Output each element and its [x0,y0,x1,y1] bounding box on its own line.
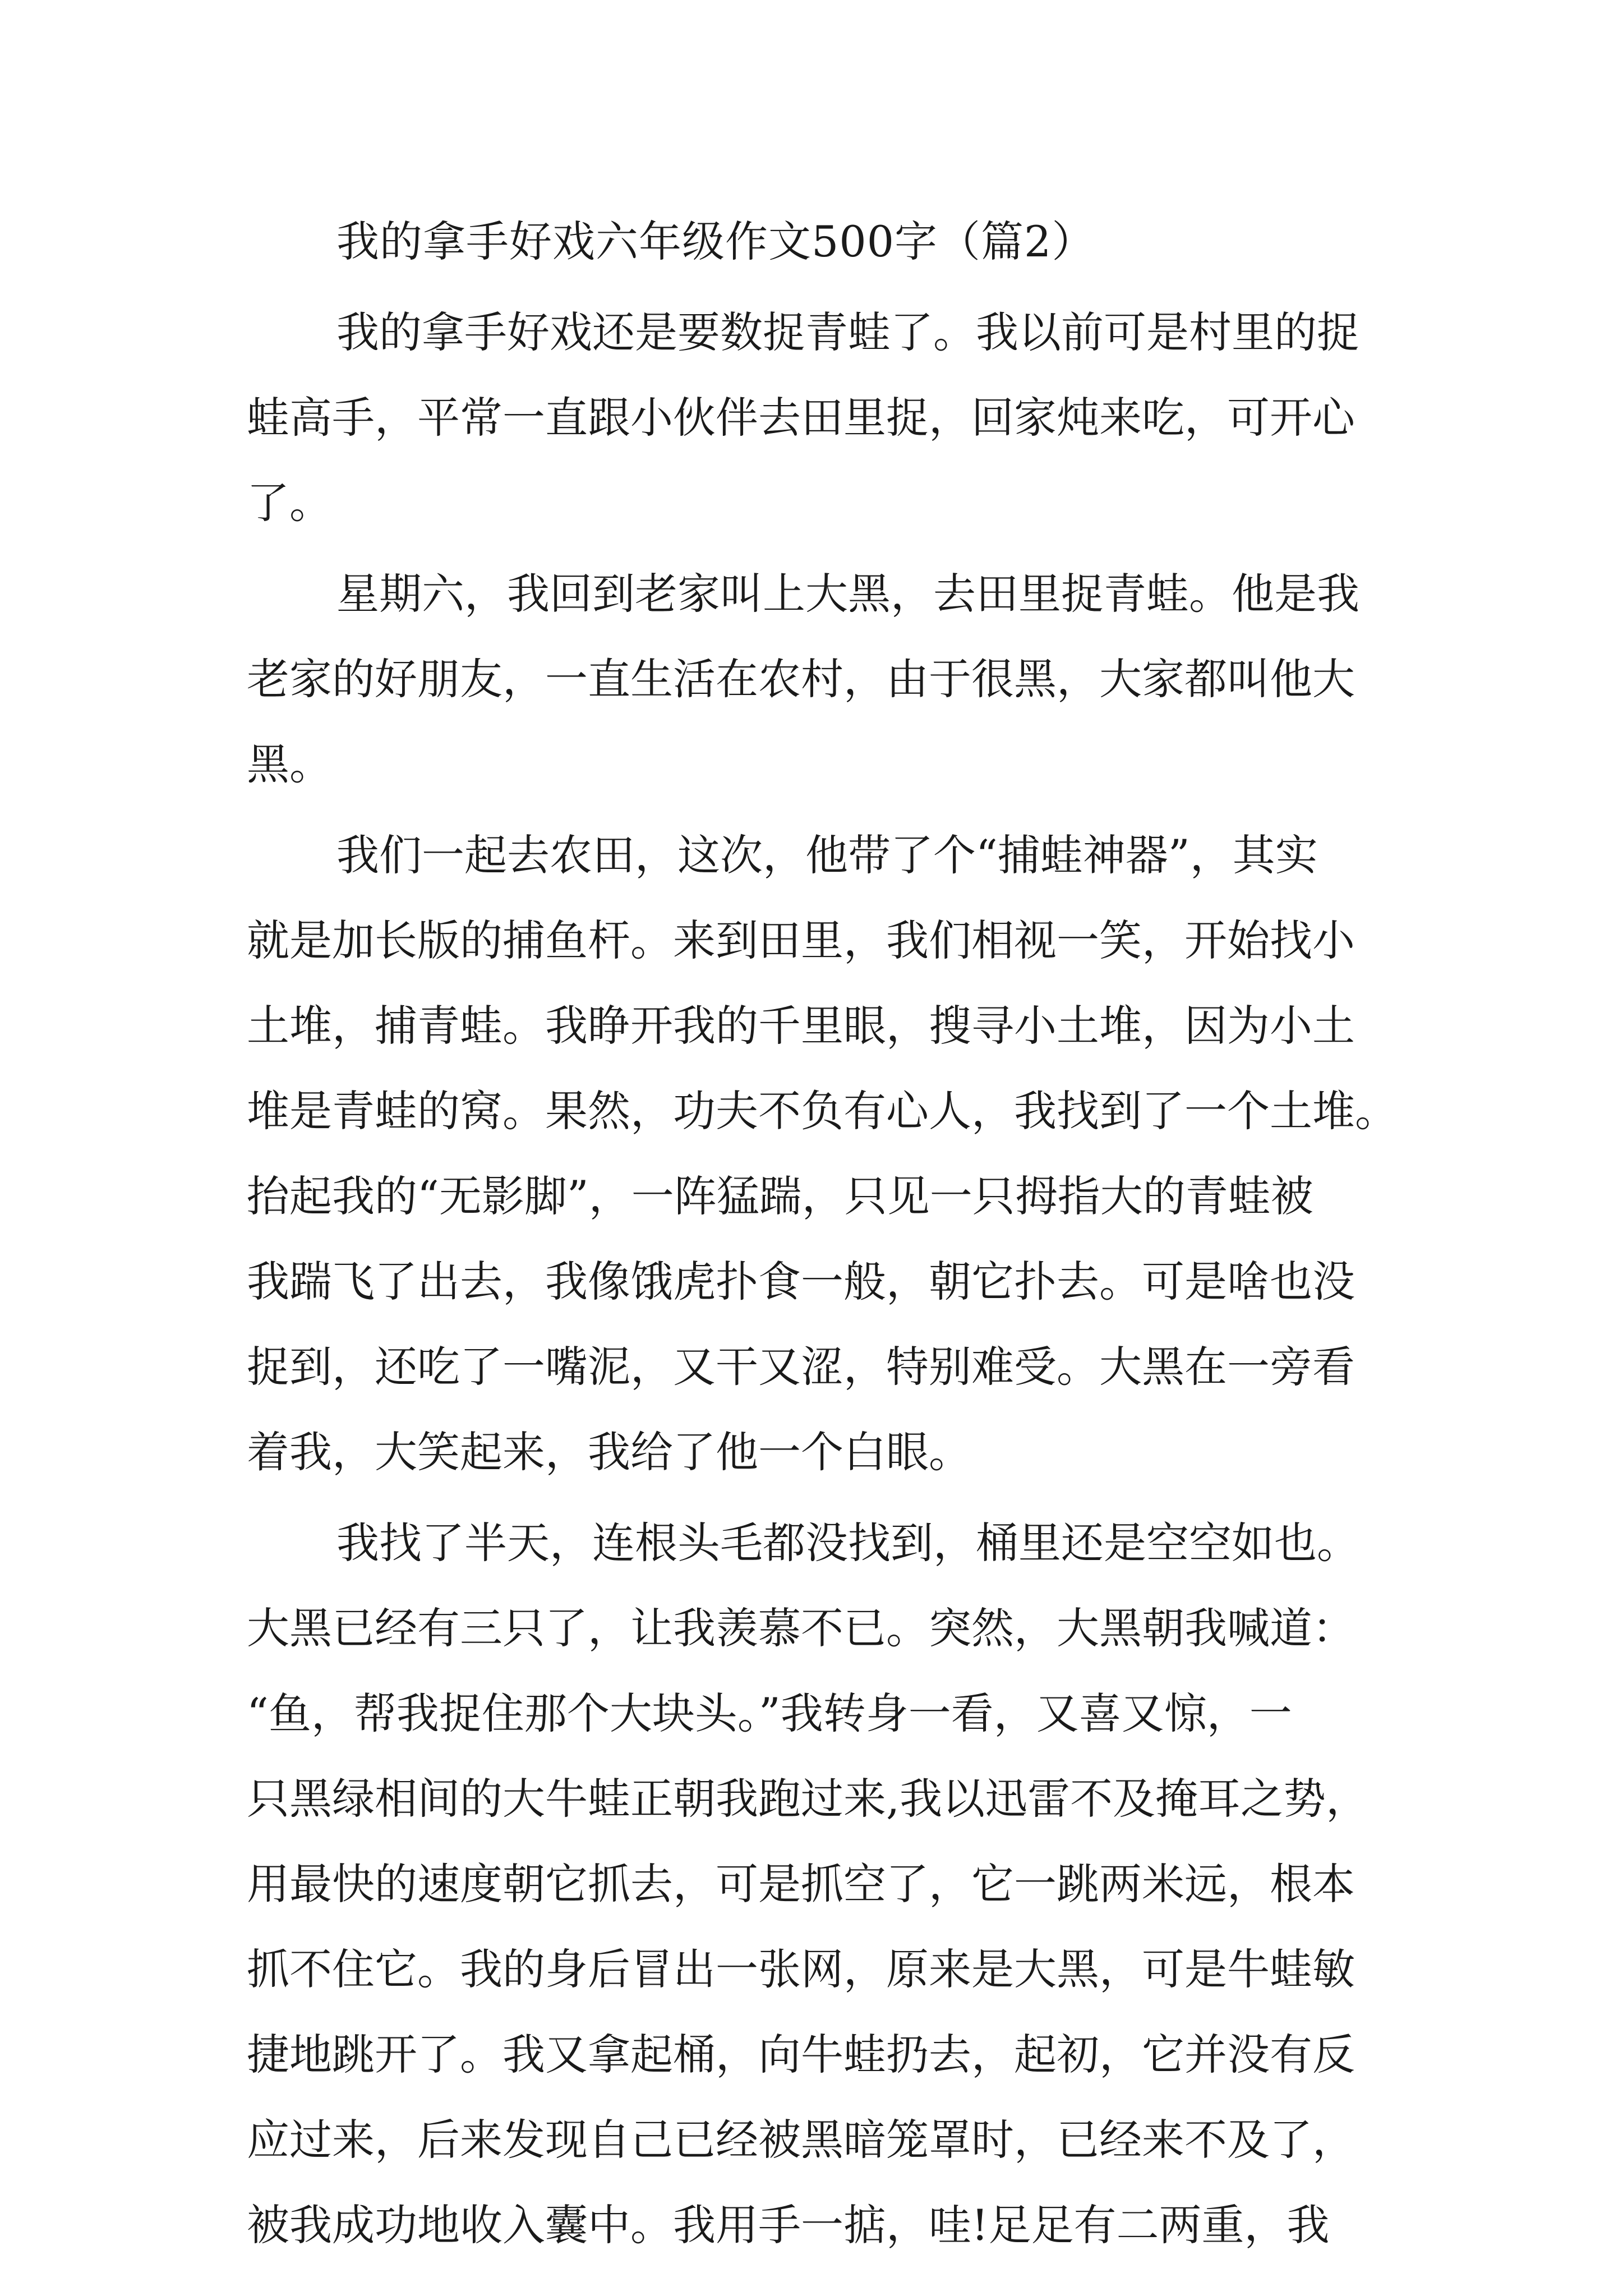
paragraph-4: 我找了半天，连根头毛都没找到，桶里还是空空如也。 大黑已经有三只了，让我羡慕不已。突然，大黑朝我喊道： “鱼，帮我捉住那个大块头。”我转身一看，又喜又惊，一 只黑绿相间的大牛蛙正朝我跑过来,我以迅雷不及掩耳之势， 用最快的速度朝它抓去，可是抓空了，它一跳两米远，根本 抓不住它。我的身后冒出一张网，原来是大黑，可是牛蛙敏 捷地跳开了。我又拿起桶，向牛蛙扔去，起初，它并没有反 应过来，后来发现自己已经被黑暗笼罩时，已经来不及了， 被我成功地收入囊中。我用手一掂，哇!足足有二两重，我 [247,1518,1369,2250]
document-body [247,199,1413,2268]
paragraph-1: 我的拿手好戏还是要数捉青蛙了。我以前可是村里的捉 蛙高手，平常一直跟小伙伴去田里捉，回家炖来吃，可开心 了。 [247,307,1359,528]
paragraph-2: 星期六，我回到老家叫上大黑，去田里捉青蛙。他是我 老家的好朋友，一直生活在农村，由于很黑，大家都叫他大 黑。 [247,569,1359,789]
document-title: 我的拿手好戏六年级作文500字（篇2） [336,217,1095,266]
paragraph-3: 我们一起去农田，这次，他带了个“捕蛙神器”，其实 就是加长版的捕鱼杆。来到田里，我们相视一笑，开始找小 土堆，捕青蛙。我睁开我的千里眼，搜寻小土堆，因为小土 堆是青蛙的窝。果然，功夫不负有心人，我找到了一个土堆。 抬起我的“无影脚”，一阵猛踹，只见一只拇指大的青蛙被 我踹飞了出去，我像饿虎扑食一般，朝它扑去。可是啥也没 捉到，还吃了一嘴泥，又干又涩，特别难受。大黑在一旁看 着我，大笑起来，我给了他一个白眼。 [247,830,1398,1477]
